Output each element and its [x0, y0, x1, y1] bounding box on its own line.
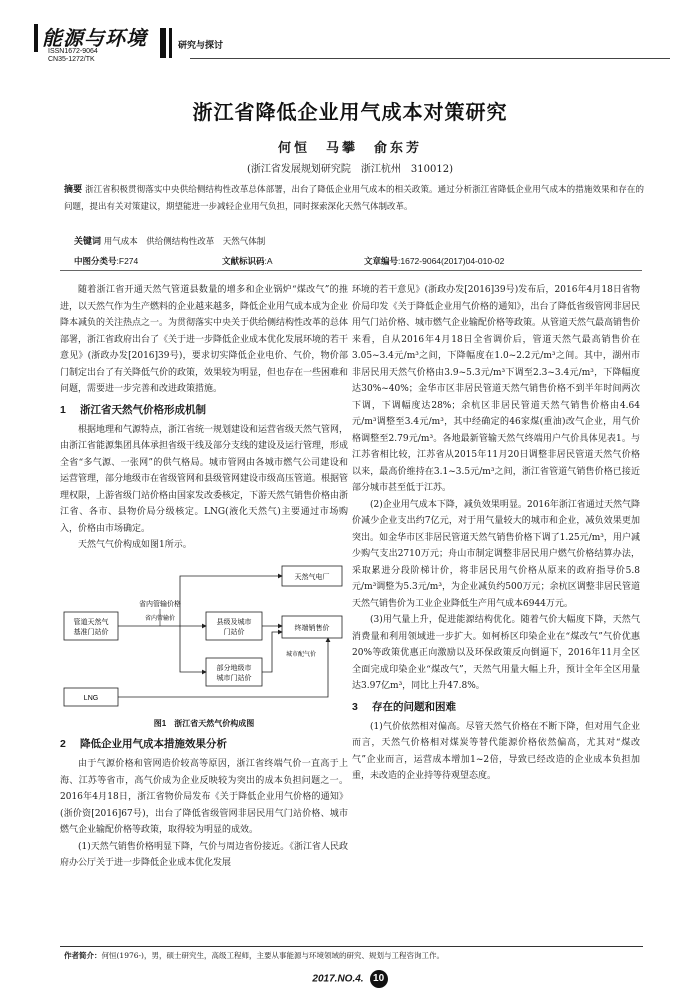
node-pipeline-gas-label: 管道天然气	[73, 618, 109, 626]
paragraph: (3)用气量上升，促进能源结构优化。随着气价大幅度下降，天然气消费量和利用领域进一步扩大。如柯桥区印染企业在“煤改气”气价优惠20%等政策优惠正向激励以及环保政策反向倒逼下，2016年11月全区全面完成印染企业“煤改气”，天然气用量大幅上升，预计全年全区用量达3.97亿m³，同比上升47.8%。	[352, 615, 640, 691]
author-note-label: 作者简介：	[64, 951, 102, 960]
clc-value: :F274	[116, 256, 139, 266]
page-number: 10	[370, 970, 388, 988]
keywords	[74, 235, 634, 249]
edge-partial-to-end	[262, 632, 282, 672]
abstract-text: 浙江省积极贯彻落实中央供给侧结构性改革总体部署，出台了降低企业用气成本的相关政策。通过分析浙江省降低企业用气成本的措施效果和存在的问题，提出有关对策建议，期望能进一步减轻企业用气负担，同时探索深化天然气体制改革。	[64, 185, 644, 212]
header-divider-thin	[169, 28, 172, 58]
paragraph: 环境的若干意见》(浙政办发[2016]39号)发布后，2016年4月18日省物价局印发《关于降低企业用气价格的通知》，出台了降低省级管网非居民用气门站价格、城市燃气企业输配价格等政策。从管道天然气最高销售价来看，自从2016年4月18日全省调价后，管道天然气最高销售价在3.05~3.4元/m³之间，下降幅度在1.0~2.2元/m³之间。其中，湖州市非居民用天然气价格由3.9~5.3元/m³下调至2.3~3.4元/m³，下降幅度达30%~40%；金华市区非居民管道天然气销售价格不到半年时间两次下调，下调幅度达28%；余杭区非居民管道天然气销售价格由4.64元/m³调整至3.4元/m³，其中经确定的46家煤(重油)改气企业，用气价格调整至2.79元/m³。各地最新管输天然气终端用户气价具体见表1。与江苏省相比较，江苏省从2015年11月20日调整非居民管道天然气价格以来，最高价维持在3.1~3.5元/m³之间，浙江省管道气销售价格已接近部分城市甚至低于江苏。	[352, 285, 641, 493]
cn-number: CN35-1272/TK	[48, 56, 95, 63]
abstract-rule	[60, 270, 642, 271]
node-pipeline-gas-label2: 基准门站价	[73, 628, 109, 636]
section-title: 浙江省天然气价格形成机制	[80, 403, 206, 416]
doc-code-label: 文献标识码	[222, 256, 265, 266]
journal-name: 能源与环境	[42, 26, 147, 50]
footer-rule	[60, 946, 643, 947]
header-rule	[190, 58, 670, 59]
paragraph: 根据地理和气源特点，浙江省统一规划建设和运营省级天然气管网，由浙江省能源集团具体承担省级干线及部分支线的建设及运行管理，形成全省“多气源、一张网”的供气格局。城市管网由各城市燃气公司建设和运营管理，部分地级市在省级管网和县级管网建设市级高压管道。根据管理权限，上游省级门站价格由国家发改委核定，下游天然气销售价格由浙江省、各市、县物价局分级核定。LNG(液化天然气)主要通过市场购入，价格由市场确定。	[60, 424, 349, 534]
section-heading-3	[352, 697, 640, 717]
node-county-station-label2: 门站价	[223, 628, 245, 636]
clc-label: 中图分类号	[74, 256, 117, 266]
paragraph: (1)气价依然相对偏高。尽管天然气价格在不断下降，但对用气企业而言，天然气价格相对煤炭等替代能源价格依然偏高，尤其对“煤改气”企业而言，运营成本增加1~2倍，导致已经改造的企业成本负担加重，未改造的企业持等待观望态度。	[352, 721, 640, 781]
article-title: 浙江省降低企业用气成本对策研究	[192, 100, 508, 124]
author-note	[64, 950, 644, 961]
page-footer	[0, 970, 700, 988]
keywords-label: 关键词	[74, 237, 102, 247]
node-end-user-label: 终端销售价	[294, 624, 330, 632]
paragraph: 由于气源价格和管网造价较高等原因，浙江省终端气价一直高于上海、江苏等省市，高气价成为企业反映较为突出的成本负担问题之一。2016年4月18日，浙江省物价局发布《关于降低企业用气价格的通知》(浙价资[2016]67号)，出台了降低省级管网非居民用气门站价格、城市燃气企业输配价格等政策，取得较为明显的成效。	[60, 759, 348, 835]
paragraph: 随着浙江省开通天然气管道县数量的增多和企业锅炉“煤改气”的推进，以天然气作为生产燃料的企业越来越多，降低企业用气成本成为企业降本减负的关注热点之一。为贯彻落实中央关于供给侧结构性改革的总体部署，浙江省政府出台了《关于进一步降低企业成本优化发展环境的若干意见》(浙政办发[2016]39号)，要求切实降低企业电价、气价，物价部门制定出台了有关降低气价的政策，效果较为明显，但也存在一些困难和问题，需要进一步完善和改进政策措施。	[60, 285, 349, 394]
edge-transfer-label: 省内管输价	[144, 615, 176, 622]
body-right-column	[352, 282, 640, 785]
figure-caption: 图1 浙江省天然气价构成图	[153, 718, 255, 728]
abstract-label: 摘要	[64, 185, 83, 195]
figure-1	[60, 560, 348, 712]
keywords-text: 用气成本 供给侧结构性改革 天然气体制	[103, 237, 266, 247]
price-structure-diagram	[60, 560, 348, 712]
journal-issn	[48, 48, 98, 64]
doc-code-field	[222, 255, 273, 267]
edge-to-partial-city	[180, 626, 206, 672]
journal-mark	[34, 24, 38, 52]
journal-header	[34, 22, 154, 82]
article-no-label: 文章编号	[364, 256, 399, 266]
node-power-plant-label: 天然气电厂	[294, 573, 330, 581]
paragraph: (1)天然气销售价格明显下降，气价与周边省份接近。《浙江省人民政府办公厅关于进一步降低企业成本优化发展	[60, 841, 348, 868]
section-number: 1	[60, 403, 66, 416]
header-divider	[160, 28, 166, 58]
section-number: 2	[60, 738, 66, 750]
issue-label: 2017.NO.4.	[312, 973, 364, 985]
body-left-column	[60, 282, 348, 872]
column-tag: 研究与探讨	[178, 40, 224, 50]
node-partial-city-label2: 城市门站价	[216, 674, 252, 682]
paragraph: 天然气气价构成如图1所示。	[78, 540, 192, 550]
issn-number: ISSN1672-9064	[48, 48, 98, 55]
clc-field	[74, 255, 138, 267]
section-heading-1	[60, 400, 348, 420]
node-lng-label: LNG	[83, 694, 99, 702]
abstract	[64, 182, 644, 216]
doc-code-value: :A	[264, 256, 273, 266]
article-no-value: :1672-9064(2017)04-010-02	[398, 256, 505, 266]
article-affiliation: (浙江省发展规划研究院 浙江杭州 310012)	[247, 164, 453, 175]
paragraph: (2)企业用气成本下降，减负效果明显。2016年浙江省通过天然气降价减少企业支出约7亿元，对于用气量较大的城市和企业，减负效果更加突出。如金华市区非居民管道天然气销售价格下调了1.25元/m³，用户减少购气支出2710万元；舟山市制定调整非居民用户燃气价格结算办法，采取累进分段阶梯计价，将非居民用气价格从原来的政府指导价5.8元/m³调整为5.3元/m³，为企业减负约500万元；余杭区调整非居民管道天然气销售价为工业企业降低生产用气成本6944万元。	[352, 499, 640, 609]
edge-outbound-label: 省内管输价格	[139, 600, 181, 608]
article-no-field	[364, 255, 504, 267]
section-number: 3	[352, 700, 358, 713]
section-title: 存在的问题和困难	[372, 700, 456, 713]
node-county-station-label: 县级及城市	[216, 618, 252, 626]
author-note-text: 何恒(1976-)，男，硕士研究生，高级工程师，主要从事能源与环境领域的研究、规划与工程咨询工作。	[101, 951, 444, 960]
edge-distribution-label: 城市配气价	[286, 651, 317, 658]
node-partial-city-label: 部分地级市	[216, 664, 252, 672]
section-title: 降低企业用气成本措施效果分析	[80, 738, 227, 750]
section-heading-2	[60, 734, 348, 754]
article-authors: 何恒 马攀 俞东芳	[277, 141, 422, 156]
